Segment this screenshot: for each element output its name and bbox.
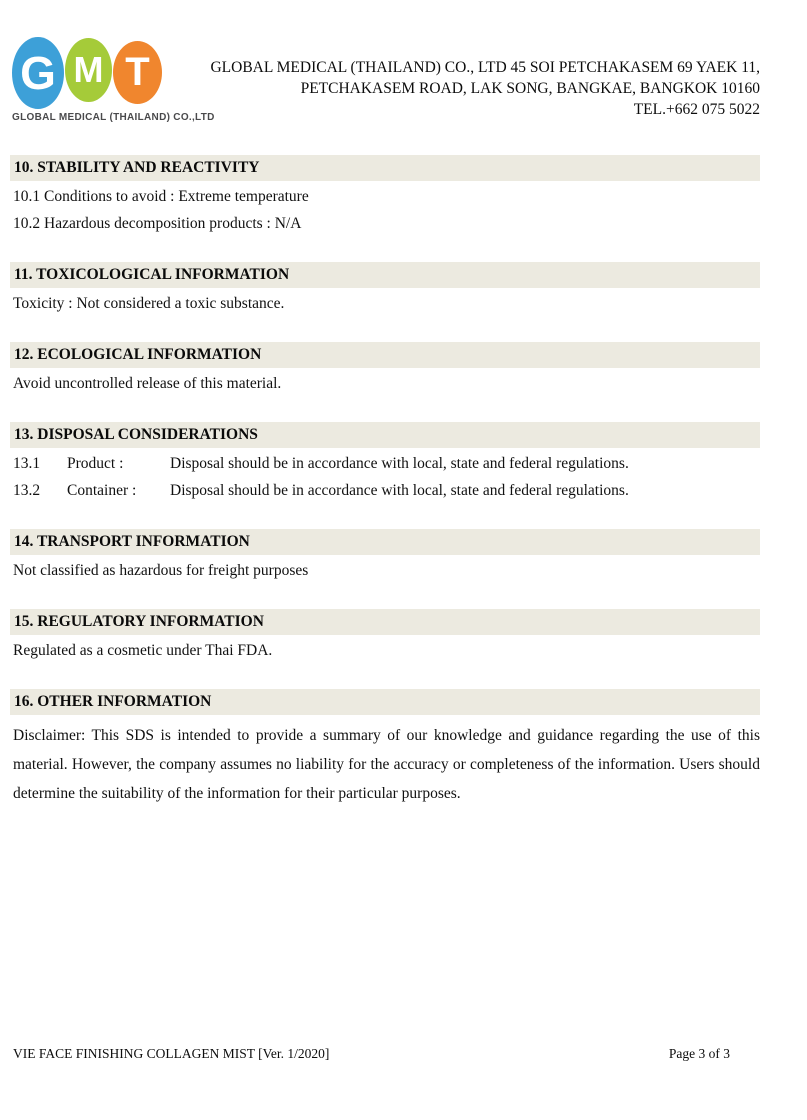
footer-page-number: Page 3 of 3 <box>668 1046 730 1061</box>
section-line: Disclaimer: This SDS is intended to provide a summary of our knowledge and guidance regarding the use of this material. However, the company assumes no liability for the accuracy or completeness of the information. Users should determine the suitability of the information for their particular purposes. <box>13 727 760 802</box>
row-number: 13.2 <box>13 482 41 499</box>
section-13 <box>10 422 760 501</box>
section-body <box>13 187 760 234</box>
logo-letter-g: G <box>12 37 64 109</box>
section-header-bar <box>10 529 760 555</box>
section-title: 15. REGULATORY INFORMATION <box>14 613 264 630</box>
row-label: Container : <box>67 482 137 499</box>
logo-letter-t: T <box>113 41 162 104</box>
row-label: Product : <box>67 455 124 472</box>
content <box>10 155 760 808</box>
address-line-3: TEL.+662 075 5022 <box>633 101 760 118</box>
section-header-bar <box>10 155 760 181</box>
row-text: Disposal should be in accordance with local, state and federal regulations. <box>170 455 629 472</box>
section-body <box>13 721 760 808</box>
section-header-bar <box>10 609 760 635</box>
section-title: 12. ECOLOGICAL INFORMATION <box>14 346 262 363</box>
section-header-bar <box>10 342 760 368</box>
section-title: 16. OTHER INFORMATION <box>14 693 212 710</box>
section-body <box>13 641 760 661</box>
section-line: Regulated as a cosmetic under Thai FDA. <box>13 642 273 659</box>
section-line: 10.2 Hazardous decomposition products : N/A <box>13 215 302 232</box>
section-header-bar <box>10 262 760 288</box>
section-11 <box>10 262 760 314</box>
section-header-bar <box>10 422 760 448</box>
footer <box>0 1046 807 1062</box>
logo-letters <box>12 37 215 109</box>
disposal-row <box>13 481 760 501</box>
address-line-2: PETCHAKASEM ROAD, LAK SONG, BANGKAE, BANGKOK 10160 <box>300 80 760 97</box>
section-line: Toxicity : Not considered a toxic substance. <box>13 295 285 312</box>
section-title: 10. STABILITY AND REACTIVITY <box>14 159 260 176</box>
section-title: 11. TOXICOLOGICAL INFORMATION <box>14 266 290 283</box>
company-address <box>210 57 760 120</box>
section-line: Not classified as hazardous for freight purposes <box>13 562 309 579</box>
address-line-1: GLOBAL MEDICAL (THAILAND) CO., LTD 45 SOI PETCHAKASEM 69 YAEK 11, <box>210 59 760 76</box>
logo-letter-m: M <box>65 38 112 102</box>
section-title: 13. DISPOSAL CONSIDERATIONS <box>14 426 258 443</box>
disposal-row <box>13 454 760 474</box>
section-body <box>13 294 760 314</box>
section-body <box>13 374 760 394</box>
section-15 <box>10 609 760 661</box>
section-12 <box>10 342 760 394</box>
section-14 <box>10 529 760 581</box>
section-body <box>13 454 760 501</box>
company-logo <box>12 37 215 123</box>
section-line: Avoid uncontrolled release of this material. <box>13 375 282 392</box>
section-title: 14. TRANSPORT INFORMATION <box>14 533 250 550</box>
section-10 <box>10 155 760 234</box>
section-header-bar <box>10 689 760 715</box>
section-body <box>13 561 760 581</box>
section-16 <box>10 689 760 808</box>
footer-product-name: VIE FACE FINISHING COLLAGEN MIST [Ver. 1/2020] <box>13 1046 330 1061</box>
logo-subtext: GLOBAL MEDICAL (THAILAND) CO.,LTD <box>12 112 215 123</box>
section-line: 10.1 Conditions to avoid : Extreme temperature <box>13 188 309 205</box>
row-number: 13.1 <box>13 455 41 472</box>
row-text: Disposal should be in accordance with local, state and federal regulations. <box>170 482 629 499</box>
